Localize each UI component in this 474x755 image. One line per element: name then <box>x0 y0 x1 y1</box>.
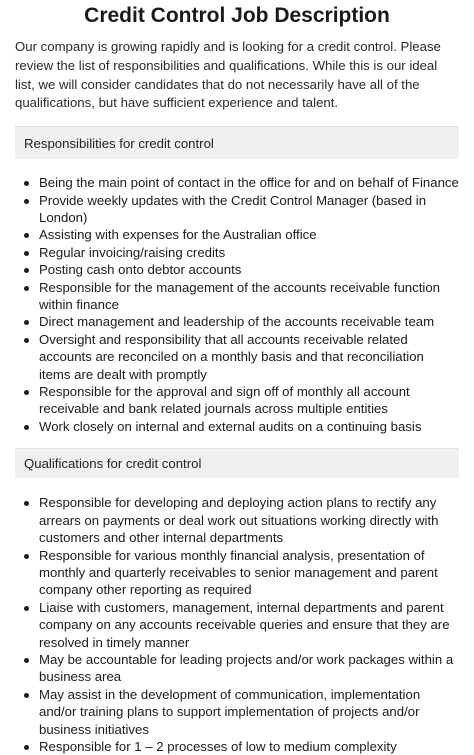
qualifications-item <box>39 547 459 599</box>
responsibilities-item-text: Responsible for the management of the accounts receivable function within finance <box>39 279 440 313</box>
responsibilities-item-text: Responsible for the approval and sign off of monthly all account receivable and bank related journals across multiple entities <box>39 384 410 417</box>
responsibilities-item-text: Being the main point of contact in the office for and on behalf of Finance <box>39 175 459 191</box>
responsibilities-item <box>39 383 459 418</box>
intro-paragraph: Our company is growing rapidly and is looking for a credit control. Please review the list of responsibilities and qualifications. While this is our ideal list, we will consider candidates that do not necessarily have all of the qualifications, but have sufficient experience and talent. <box>15 39 441 111</box>
bullet-icon <box>24 199 29 204</box>
qualifications-item <box>39 651 459 686</box>
responsibilities-heading <box>15 126 459 159</box>
responsibilities-item <box>39 174 459 191</box>
responsibilities-item-text: Work closely on internal and external audits on a continuing basis <box>39 418 422 434</box>
responsibilities-list <box>15 174 459 435</box>
qualifications-item <box>39 599 459 651</box>
responsibilities-item-text: Regular invoicing/raising credits <box>39 244 226 260</box>
bullet-icon <box>24 338 29 343</box>
page-title: Credit Control Job Description <box>84 4 390 27</box>
qualifications-item <box>39 494 459 546</box>
responsibilities-item <box>39 279 459 314</box>
responsibilities-item-text: Posting cash onto debtor accounts <box>39 262 242 278</box>
responsibilities-item <box>39 192 459 227</box>
responsibilities-item-text: Assisting with expenses for the Australian office <box>39 227 317 243</box>
bullet-icon <box>24 745 29 750</box>
bullet-icon <box>24 320 29 325</box>
bullet-icon <box>24 251 29 256</box>
responsibilities-item <box>39 244 459 261</box>
bullet-icon <box>24 390 29 395</box>
qualifications-list <box>15 494 459 755</box>
qualifications-item-text: May be accountable for leading projects and/or work packages within a business area <box>39 651 454 685</box>
responsibilities-item-text: Direct management and leadership of the accounts receivable team <box>39 314 435 330</box>
qualifications-item-text: May assist in the development of communication, implementation and/or training plans to support implementation of projects and/or business initiatives <box>39 686 421 737</box>
bullet-icon <box>24 693 29 698</box>
qualifications-item <box>39 738 459 755</box>
responsibilities-item-text: Provide weekly updates with the Credit Control Manager (based in London) <box>39 192 427 225</box>
qualifications-item <box>39 686 459 738</box>
responsibilities-item <box>39 261 459 278</box>
responsibilities-item <box>39 313 459 330</box>
qualifications-item-text: Responsible for 1 – 2 processes of low to medium complexity <box>39 738 397 754</box>
bullet-icon <box>24 501 29 506</box>
bullet-icon <box>24 658 29 663</box>
responsibilities-item-text: Oversight and responsibility that all accounts receivable related accounts are reconciled on a monthly basis and that reconciliation items are dealt with promptly <box>39 331 424 382</box>
qualifications-item-text: Responsible for developing and deploying action plans to rectify any arrears on payments or deal work out situations working directly with customers and other internal departments <box>39 495 439 546</box>
responsibilities-heading-label: Responsibilities for credit control <box>24 135 214 151</box>
responsibilities-item <box>39 331 459 383</box>
bullet-icon <box>24 268 29 273</box>
bullet-icon <box>24 606 29 611</box>
qualifications-heading <box>15 448 459 478</box>
responsibilities-item <box>39 226 459 243</box>
responsibilities-item <box>39 418 459 435</box>
bullet-icon <box>24 181 29 186</box>
bullet-icon <box>24 425 29 430</box>
bullet-icon <box>24 286 29 291</box>
bullet-icon <box>24 554 29 559</box>
qualifications-item-text: Liaise with customers, management, internal departments and parent company on any accounts receivable queries and ensure that they are resolved in timely manner <box>39 599 450 650</box>
qualifications-item-text: Responsible for various monthly financial analysis, presentation of monthly and quarterly receivables to senior management and parent company other reporting as required <box>39 547 438 598</box>
bullet-icon <box>24 233 29 238</box>
qualifications-heading-label: Qualifications for credit control <box>24 456 202 472</box>
